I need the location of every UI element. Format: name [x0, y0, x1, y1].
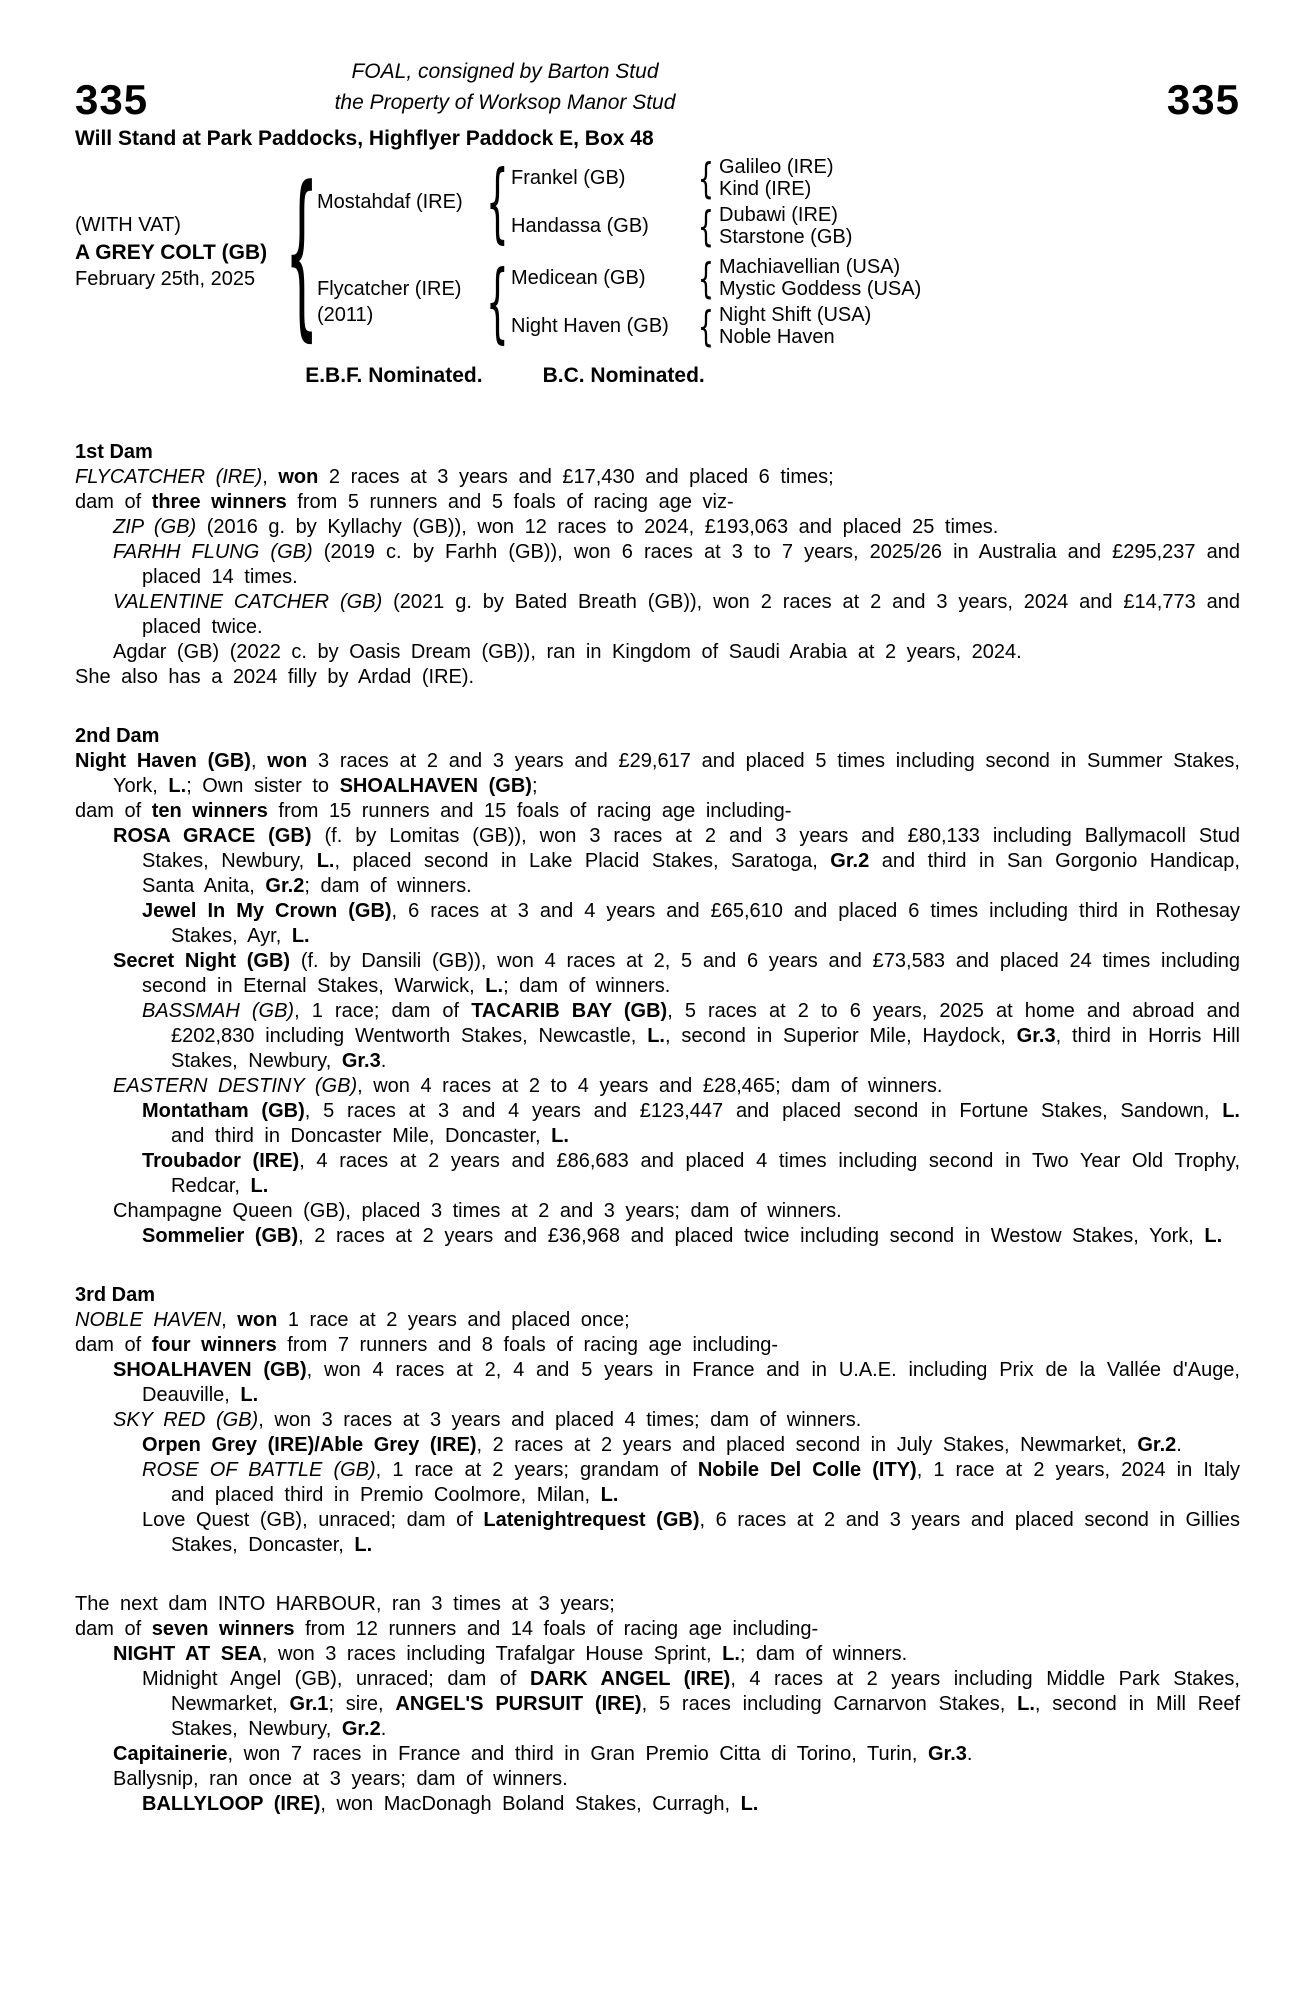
text-run: L.: [240, 1384, 259, 1406]
pedigree-paragraph: [75, 540, 1240, 590]
pedigree-paragraph: [75, 1074, 1240, 1099]
text-run: , 6 races at 3 and 4 years and £65,610 and placed 6 times including third in Rothesay Stakes, Ayr,: [171, 900, 1240, 947]
dam-section: [75, 440, 1240, 690]
pedigree-paragraph: [75, 999, 1240, 1074]
text-run: L.: [354, 1534, 373, 1556]
text-run: .: [966, 1743, 973, 1765]
pedigree-dam-dam: Night Haven (GB): [511, 315, 669, 337]
text-run: Orpen Grey (IRE)/Able Grey (IRE): [142, 1434, 477, 1456]
text-run: , 5 races at 2 to 6 years, 2025 at home and abroad and £202,830 including Wentworth Stakes, Newcastle,: [171, 1000, 1240, 1047]
text-run: Midnight Angel (GB), unraced; dam of: [142, 1668, 530, 1690]
text-run: , 1 race at 2 years; grandam of: [375, 1459, 698, 1481]
text-run: Nobile Del Colle (ITY): [697, 1459, 917, 1481]
text-run: Gr.3: [927, 1743, 967, 1765]
text-run: 2 races at 3 years and £17,430 and placed 6 times;: [318, 466, 834, 488]
pedigree-paragraph: [75, 1667, 1240, 1742]
pedigree-paragraph: [75, 1408, 1240, 1433]
subject-name: A GREY COLT (GB): [75, 240, 268, 264]
text-run: NIGHT AT SEA: [113, 1643, 262, 1665]
text-run: BASSMAH (GB): [142, 1000, 295, 1022]
text-run: from 7 runners and 8 foals of racing age including-: [276, 1334, 779, 1356]
text-run: , 6 races at 2 and 3 years and placed second in Gillies Stakes, Doncaster,: [171, 1509, 1240, 1556]
pedigree-paragraph: [75, 665, 1240, 690]
text-run: L.: [600, 1484, 619, 1506]
text-run: L.: [250, 1175, 269, 1197]
text-run: , 5 races including Carnarvon Stakes,: [641, 1693, 1018, 1715]
pedigree-paragraph: [75, 1767, 1240, 1792]
text-run: , 1 race at 2 years, 2024 in Italy and placed third in Premio Coolmore, Milan,: [171, 1459, 1241, 1506]
text-run: Gr.2: [341, 1718, 381, 1740]
text-run: Troubador (IRE): [142, 1150, 300, 1172]
pedigree-dam-year: (2011): [317, 304, 374, 326]
text-run: , 1 race; dam of: [294, 1000, 472, 1022]
pedigree-paragraph: [75, 490, 1240, 515]
text-run: Montatham (GB): [142, 1100, 305, 1122]
text-run: dam of: [75, 800, 152, 822]
dam-section-heading: 3rd Dam: [75, 1284, 156, 1306]
text-run: ;: [531, 775, 538, 797]
pedigree-sire-sire-dam: Kind (IRE): [719, 178, 812, 200]
subject-block: [75, 212, 287, 293]
stand-location: Will Stand at Park Paddocks, Highflyer Paddock E, Box 48: [75, 127, 654, 150]
pedigree-sire-dam-dam: Starstone (GB): [719, 226, 853, 248]
pedigree-sire-sire: Frankel (GB): [511, 167, 626, 189]
pedigree-dam-sire-dam: Mystic Goddess (USA): [719, 278, 922, 300]
text-run: ten winners: [151, 800, 268, 822]
brace-icon: {: [697, 201, 715, 251]
text-run: dam of: [75, 1334, 152, 1356]
foaling-date: February 25th, 2025: [75, 267, 256, 290]
pedigree-dam-sire-sire: Machiavellian (USA): [719, 256, 901, 278]
text-run: , placed second in Lake Placid Stakes, Saratoga,: [334, 850, 831, 872]
pedigree-paragraph: [75, 465, 1240, 490]
text-run: and third in Doncaster Mile, Doncaster,: [171, 1125, 552, 1147]
pedigree-sire: Mostahdaf (IRE): [317, 191, 463, 213]
pedigree-paragraph: [75, 949, 1240, 999]
text-run: won: [278, 466, 319, 488]
text-run: NOBLE HAVEN: [75, 1309, 222, 1331]
text-run: L.: [1222, 1100, 1240, 1122]
text-run: (f. by Dansili (GB)), won 4 races at 2, 5 and 6 years and £73,583 and placed 24 times including second in Eternal Stakes, Warwick,: [142, 950, 1240, 997]
dam-section: [75, 1283, 1240, 1558]
text-run: ,: [250, 750, 268, 772]
text-run: Gr.3: [341, 1050, 381, 1072]
text-run: Gr.3: [1016, 1025, 1056, 1047]
nominations: [75, 364, 935, 388]
text-run: Gr.2: [1137, 1434, 1177, 1456]
text-run: dam of: [75, 491, 152, 513]
consignment-block: [75, 56, 935, 118]
pedigree-table: [75, 146, 1240, 358]
text-run: won: [237, 1309, 278, 1331]
pedigree-paragraph: [75, 515, 1240, 540]
pedigree-paragraph: [75, 1099, 1240, 1149]
brace-icon: {: [697, 153, 715, 203]
text-run: ROSE OF BATTLE (GB): [142, 1459, 376, 1481]
text-run: Gr.2: [830, 850, 870, 872]
text-run: , won MacDonagh Boland Stakes, Curragh,: [320, 1793, 741, 1815]
dam-section: [75, 724, 1240, 1249]
text-run: (2019 c. by Farhh (GB)), won 6 races at 3 to 7 years, 2025/26 in Australia and £295,237 and placed 14 times.: [142, 541, 1241, 588]
text-run: She also has a 2024 filly by Ardad (IRE).: [75, 666, 475, 688]
pedigree-paragraph: [75, 1508, 1240, 1558]
text-run: , 5 races at 3 and 4 years and £123,447 and placed second in Fortune Stakes, Sandown,: [304, 1100, 1223, 1122]
text-run: (2016 g. by Kyllachy (GB)), won 12 races to 2024, £193,063 and placed 25 times.: [196, 516, 999, 538]
text-run: L.: [168, 775, 187, 797]
pedigree-dam-dam-sire: Night Shift (USA): [719, 304, 872, 326]
consignment-line-1: FOAL, consigned by Barton Stud: [351, 60, 659, 83]
pedigree-paragraph: [75, 1149, 1240, 1199]
brace-icon: {: [285, 146, 319, 358]
text-run: ; dam of winners.: [739, 1643, 908, 1665]
text-run: from 5 runners and 5 foals of racing age viz-: [286, 491, 734, 513]
pedigree-dam: Flycatcher (IRE) (2011): [317, 276, 483, 328]
text-run: , 2 races at 2 years and placed second in July Stakes, Newmarket,: [476, 1434, 1138, 1456]
text-run: , won 3 races including Trafalgar House Sprint,: [261, 1643, 723, 1665]
text-run: (2021 g. by Bated Breath (GB)), won 2 races at 2 and 3 years, 2024 and £14,773 and placed twice.: [142, 591, 1240, 638]
text-run: Champagne Queen (GB), placed 3 times at 2 and 3 years; dam of winners.: [113, 1200, 842, 1222]
text-run: Capitainerie: [113, 1743, 228, 1765]
pedigree-sire-dam: Handassa (GB): [511, 215, 649, 237]
text-run: Secret Night (GB): [113, 950, 291, 972]
text-run: , 2 races at 2 years and £36,968 and placed twice including second in Westow Stakes, York,: [298, 1225, 1205, 1247]
pedigree-paragraph: [75, 799, 1240, 824]
text-run: ,: [262, 466, 279, 488]
text-run: , won 4 races at 2 to 4 years and £28,465; dam of winners.: [357, 1075, 943, 1097]
brace-icon: {: [485, 251, 509, 353]
text-run: SHOALHAVEN (GB): [113, 1359, 307, 1381]
vat-note: (WITH VAT): [75, 213, 181, 236]
brace-icon: {: [485, 151, 509, 253]
text-run: L.: [647, 1025, 665, 1047]
pedigree-paragraph: [75, 1642, 1240, 1667]
pedigree-paragraph: [75, 1592, 1240, 1617]
text-run: Gr.1: [289, 1693, 329, 1715]
ebf-nomination: E.B.F. Nominated.: [305, 364, 483, 387]
text-run: (f. by Lomitas (GB)), won 3 races at 2 and 3 years and £80,133 including Ballymacoll Stud Stakes, Newbury,: [142, 825, 1241, 872]
text-run: L.: [316, 850, 335, 872]
text-run: L.: [291, 925, 310, 947]
text-run: , won 7 races in France and third in Gran Premio Citta di Torino, Turin,: [227, 1743, 928, 1765]
text-run: won: [267, 750, 308, 772]
text-run: DARK ANGEL (IRE): [529, 1668, 731, 1690]
pedigree-paragraph: [75, 1224, 1240, 1249]
text-run: ; Own sister to: [186, 775, 340, 797]
text-run: TACARIB BAY (GB): [471, 1000, 668, 1022]
text-run: L.: [1204, 1225, 1223, 1247]
pedigree-dam-sire: Medicean (GB): [511, 267, 646, 289]
pedigree-paragraph: [75, 1308, 1240, 1333]
sire-branch: [317, 151, 921, 253]
text-run: Love Quest (GB), unraced; dam of: [142, 1509, 484, 1531]
text-run: from 12 runners and 14 foals of racing age including-: [294, 1618, 819, 1640]
text-run: L.: [740, 1793, 759, 1815]
pedigree-paragraph: [75, 1199, 1240, 1224]
pedigree-paragraph: [75, 590, 1240, 640]
pedigree-paragraph: [75, 899, 1240, 949]
bc-nomination: B.C. Nominated.: [542, 364, 705, 387]
pedigree-paragraph: [75, 749, 1240, 799]
brace-icon: {: [697, 301, 715, 351]
text-run: , second in Superior Mile, Haydock,: [664, 1025, 1017, 1047]
pedigree-sections: [75, 440, 1240, 1817]
pedigree-paragraph: [75, 1358, 1240, 1408]
text-run: , 4 races at 2 years and £86,683 and placed 4 times including second in Two Year Old Trophy, Redcar,: [171, 1150, 1240, 1197]
text-run: VALENTINE CATCHER (GB): [113, 591, 383, 613]
consignment-line-2: the Property of Worksop Manor Stud: [334, 91, 676, 114]
text-run: .: [380, 1718, 387, 1740]
text-run: ; dam of winners.: [304, 875, 472, 897]
text-run: L.: [551, 1125, 569, 1147]
text-run: ZIP (GB): [113, 516, 197, 538]
pedigree-paragraph: [75, 1742, 1240, 1767]
pedigree-dam-dam-dam: Noble Haven: [719, 326, 835, 348]
text-run: , second in Mill Reef Stakes, Newbury,: [171, 1693, 1241, 1740]
text-run: L.: [722, 1643, 740, 1665]
text-run: from 15 runners and 15 foals of racing age including-: [267, 800, 792, 822]
text-run: The next dam INTO HARBOUR, ran 3 times at 3 years;: [75, 1593, 615, 1615]
text-run: L.: [1017, 1693, 1035, 1715]
text-run: ROSA GRACE (GB): [113, 825, 312, 847]
text-run: ; dam of winners.: [503, 975, 671, 997]
text-run: Jewel In My Crown (GB): [142, 900, 392, 922]
dam-section-heading: 1st Dam: [75, 441, 153, 463]
text-run: L.: [485, 975, 504, 997]
pedigree-paragraph: [75, 1333, 1240, 1358]
brace-icon: {: [697, 253, 715, 303]
text-run: EASTERN DESTINY (GB): [113, 1075, 358, 1097]
text-run: ,: [221, 1309, 238, 1331]
text-run: four winners: [151, 1334, 277, 1356]
text-run: , won 3 races at 3 years and placed 4 times; dam of winners.: [258, 1409, 862, 1431]
pedigree-paragraph: [75, 640, 1240, 665]
text-run: 3 races at 2 and 3 years and £29,617 and placed 5 times including second in Summer Stakes, York,: [113, 750, 1240, 797]
text-run: .: [380, 1050, 387, 1072]
text-run: .: [1176, 1434, 1182, 1456]
text-run: , won 4 races at 2, 4 and 5 years in France and in U.A.E. including Prix de la Vallée d'Auge, Deauville,: [142, 1359, 1240, 1406]
text-run: Latenightrequest (GB): [483, 1509, 700, 1531]
pedigree-paragraph: [75, 1617, 1240, 1642]
text-run: FARHH FLUNG (GB): [113, 541, 313, 563]
text-run: BALLYLOOP (IRE): [142, 1793, 321, 1815]
dam-section: [75, 1592, 1240, 1817]
text-run: , third in Horris Hill Stakes, Newbury,: [171, 1025, 1240, 1072]
pedigree-sire-dam-sire: Dubawi (IRE): [719, 204, 838, 226]
dam-section-heading: 2nd Dam: [75, 725, 160, 747]
pedigree-paragraph: [75, 1458, 1240, 1508]
text-run: seven winners: [151, 1618, 295, 1640]
dam-branch: [317, 251, 922, 353]
text-run: Gr.2: [265, 875, 305, 897]
pedigree-paragraph: [75, 1433, 1240, 1458]
text-run: SHOALHAVEN (GB): [339, 775, 532, 797]
lot-number-right: 335: [1166, 76, 1240, 123]
text-run: 1 race at 2 years and placed once;: [277, 1309, 630, 1331]
text-run: SKY RED (GB): [113, 1409, 259, 1431]
text-run: Ballysnip, ran once at 3 years; dam of winners.: [113, 1768, 568, 1790]
text-run: Sommelier (GB): [142, 1225, 299, 1247]
text-run: Night Haven (GB): [75, 750, 251, 772]
text-run: ANGEL'S PURSUIT (IRE): [395, 1693, 642, 1715]
text-run: Agdar (GB) (2022 c. by Oasis Dream (GB)), ran in Kingdom of Saudi Arabia at 2 years, 2024.: [113, 641, 1022, 663]
pedigree-paragraph: [75, 824, 1240, 899]
text-run: ; sire,: [328, 1693, 396, 1715]
text-run: and third in San Gorgonio Handicap, Santa Anita,: [142, 850, 1240, 897]
lot-number-left: 335: [75, 76, 149, 123]
text-run: , 4 races at 2 years including Middle Park Stakes, Newmarket,: [171, 1668, 1240, 1715]
pedigree-sire-sire-sire: Galileo (IRE): [719, 156, 834, 178]
text-run: dam of: [75, 1618, 152, 1640]
pedigree-paragraph: [75, 1792, 1240, 1817]
text-run: FLYCATCHER (IRE): [75, 466, 263, 488]
text-run: three winners: [151, 491, 287, 513]
